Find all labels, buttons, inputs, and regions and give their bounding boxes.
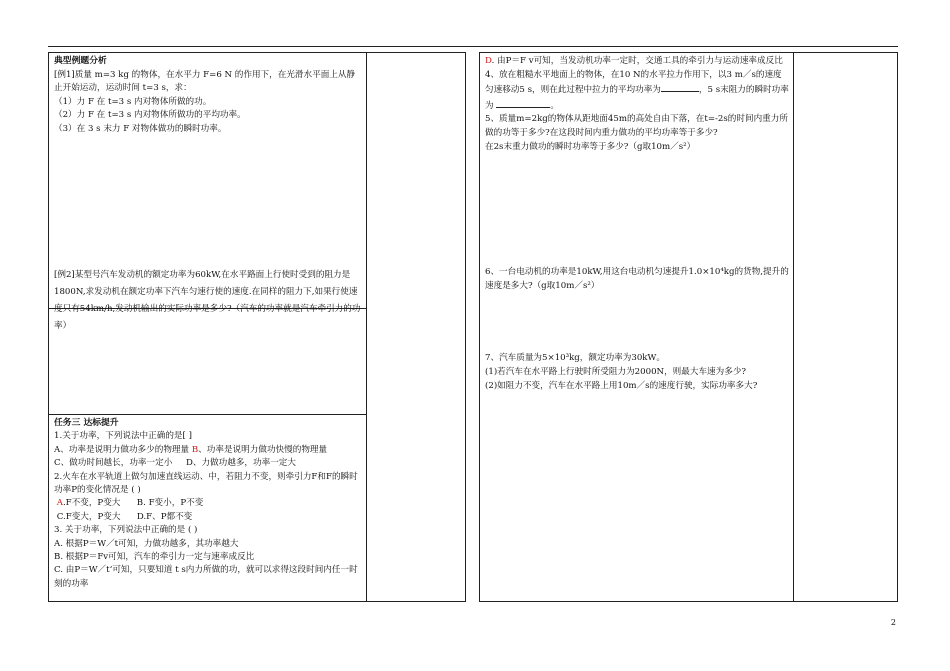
task-section <box>49 415 366 591</box>
q1-options-cd <box>54 457 362 470</box>
header-rule <box>48 46 898 47</box>
answer-blank[interactable] <box>661 82 699 92</box>
q6-block <box>480 263 793 293</box>
q1-option-b-letter: B <box>191 444 199 455</box>
example-section <box>49 53 366 137</box>
q3-option-d <box>485 55 789 69</box>
q1-option-b: 、功率是说明力做功快慢的物理量 <box>198 444 328 455</box>
q7-block <box>480 349 793 393</box>
q3-option-a: A. 根据P＝W／t可知，力做功越多，其功率越大 <box>54 538 239 549</box>
q7-stem: 7、汽车质量为5×10³kg，额定功率为30kW。 <box>485 353 665 363</box>
q5-text: 5、质量m=2kg的物体从距地面45m的高处自由下落，在t=-2s的时间内重力所做的功等于多少?在这段时间内重力做功的平均功率等于多少? <box>485 114 788 138</box>
right-table <box>479 52 898 602</box>
q3-stem: 3. 关于功率，下列说法中正确的是 ( ) <box>54 525 198 536</box>
q1-option-a: A、功率是说明力做功多少的物理量 <box>54 444 190 455</box>
q3-option-d-letter: D <box>485 56 492 66</box>
q4-text-a: 4、放在粗糙水平地面上的物体，在10 N的水平拉力作用下，以3 m／s的速度匀速移动5 s，则在此过程中拉力的平均功率为 <box>485 69 782 96</box>
q2-option-b: B. F变小，P不变 <box>136 498 204 509</box>
q2-options-ab <box>54 497 362 510</box>
q1-option-d: D、力做功越多，功率一定大 <box>185 458 296 469</box>
q5-text-2: 在2s末重力做功的瞬时功率等于多少?（g取10m／s²） <box>485 141 696 152</box>
q1-option-c: C、做功时间越长，功率一定小 <box>54 458 173 469</box>
q6-text: 6、一台电动机的功率是10kW,用这台电动机匀速提升1.0×10⁴kg的货物,提升的速度是多大?（g取10m／s²） <box>485 267 789 291</box>
q3-option-b: B. 根据P＝Fv可知，汽车的牵引力一定与速率成反比 <box>54 552 255 563</box>
q7-part1: (1)若汽车在水平路上行驶时所受阻力为2000N，则最大车速为多少? <box>485 367 747 377</box>
q7-part2: (2)如阻力不变，汽车在水平路上用10m／s的速度行驶，实际功率多大? <box>485 381 758 391</box>
ex2-text: [例2]某型号汽车发动机的额定功率为60kW,在水平路面上行使时受到的阻力是1800N,求发动机在额定功率下汽车匀速行使的速度.在同样的阻力下,如果行使速度只有54km/h,发动机输出的实际功率是多少?（汽车的功率就是汽车牵引力的功率） <box>54 270 361 331</box>
ex1-part1: （1）力 F 在 t=3 s 内对物体所做的功。 <box>54 96 212 107</box>
left-table <box>48 52 466 602</box>
q2-option-a-letter: A <box>56 498 63 509</box>
q1-stem: 1.关于功率，下列说法中正确的是[ ] <box>54 431 192 442</box>
q1-options-ab <box>54 444 362 457</box>
q4 <box>485 69 789 114</box>
right-column-divider <box>793 53 794 601</box>
answer-blank[interactable] <box>496 98 550 108</box>
ex1-part3: （3）在 3 s 末力 F 对物体做功的瞬时功率。 <box>54 123 227 134</box>
q2-option-c: C.F变大，P变大 <box>56 511 121 522</box>
ex1-part2: （2）力 F 在 t=3 s 内对物体所做功的平均功率。 <box>54 110 246 121</box>
task-title: 任务三 达标提升 <box>54 418 119 428</box>
left-column-divider <box>366 53 367 601</box>
q4-text-c: 。 <box>550 100 559 111</box>
q3-option-c: C. 由P＝W／t‘可知，只要知道 t s内力所做的功，就可以求得这段时间内任一时刻的功率 <box>54 565 358 589</box>
q3-option-d-text: . 由P＝F v可知，当发动机功率一定时，交通工具的牵引力与运动速率成反比 <box>491 56 783 66</box>
ex1-text: [例1]质量 m=3 kg 的物体，在水平力 F=6 N 的作用下，在光滑水平面上从静止开始运动，运动时间 t=3 s，求： <box>54 69 356 94</box>
q2-option-a: .F不变，P变大 <box>62 498 121 509</box>
q2-options-cd <box>54 511 362 524</box>
q4-text-b: ，5 s末阻力的瞬时功率为 <box>485 85 789 111</box>
right-questions-top <box>480 53 793 154</box>
q2-option-d: D.F、P都不变 <box>136 511 193 522</box>
q2-stem: 2.火车在水平轨道上做匀加速直线运动、中，若阻力不变，则牵引力F和F的瞬时功率P的变化情况是 ( ) <box>54 471 358 496</box>
section-title: 典型例题分析 <box>54 56 107 66</box>
page-number: 2 <box>890 618 896 627</box>
example2 <box>49 265 366 335</box>
